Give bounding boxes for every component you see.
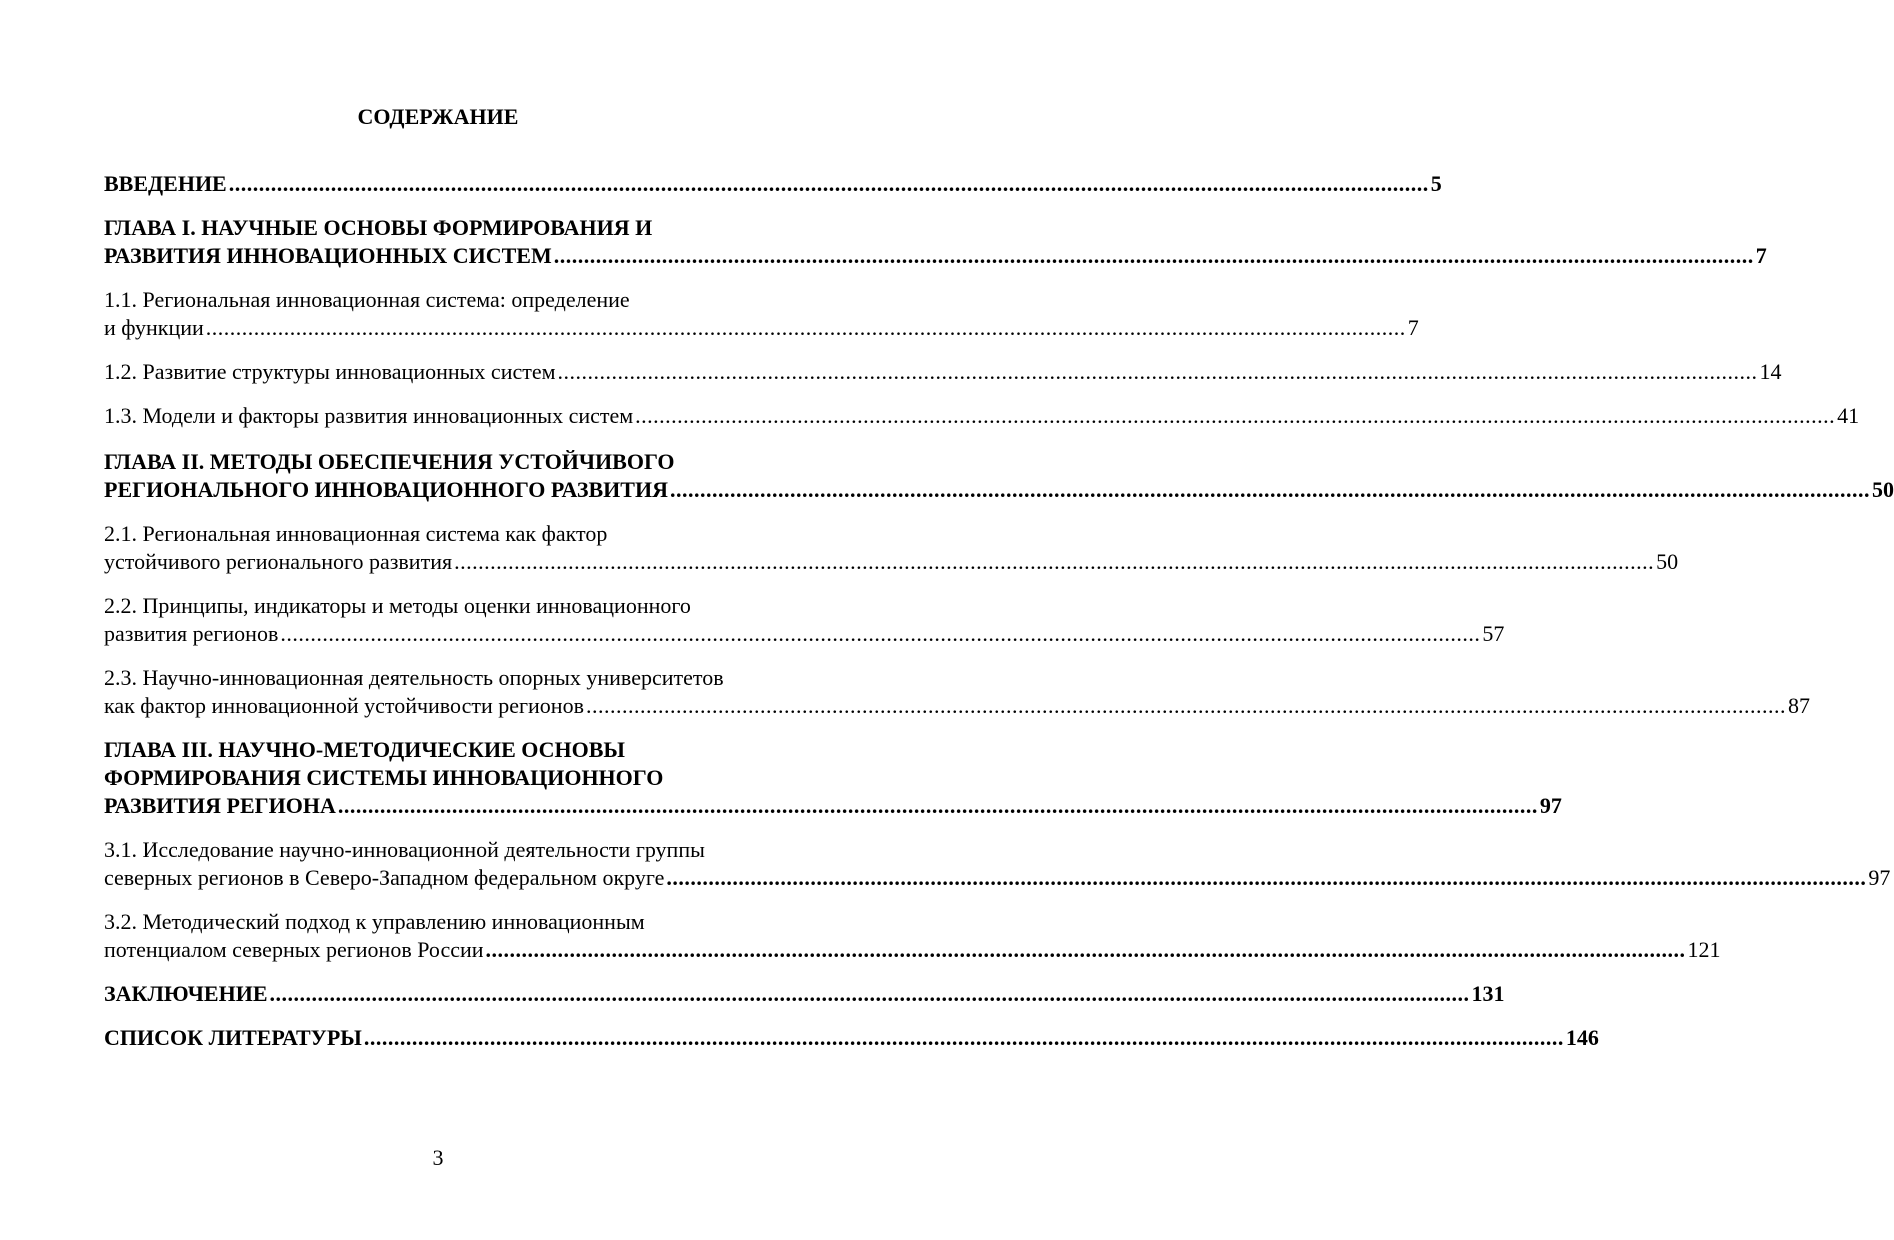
toc-page-ref: 50 bbox=[1871, 477, 1894, 502]
toc-page-ref: 146 bbox=[1565, 1025, 1599, 1050]
toc-page-ref: 87 bbox=[1787, 693, 1810, 718]
toc-entry-last-line bbox=[104, 170, 1442, 198]
toc-entry-last-line bbox=[104, 980, 1505, 1008]
toc-page-ref: 57 bbox=[1482, 621, 1505, 646]
toc-entry-last-line bbox=[104, 548, 1679, 576]
toc-entry-text: 1.2. Развитие структуры инновационных систем bbox=[104, 359, 556, 384]
toc-entry-text: РЕГИОНАЛЬНОГО ИННОВАЦИОННОГО РАЗВИТИЯ bbox=[104, 477, 668, 502]
toc-entry-chapter-3 bbox=[104, 736, 1562, 820]
dot-leader: ........................................................................................................................................................................................................ bbox=[635, 403, 1836, 428]
toc-entry-line: 2.3. Научно-инновационная деятельность опорных университетов bbox=[104, 665, 724, 690]
toc-page-ref: 7 bbox=[1755, 243, 1767, 268]
toc-page-ref: 97 bbox=[1539, 793, 1562, 818]
toc-entry-last-line bbox=[104, 620, 1505, 648]
toc-entry-last-line bbox=[104, 1024, 1599, 1052]
dot-leader: ........................................................................................................................................................................................................ bbox=[454, 549, 1655, 574]
toc-entry-line: 2.1. Региональная инновационная система как фактор bbox=[104, 521, 608, 546]
toc-entry-text: ЗАКЛЮЧЕНИЕ bbox=[104, 981, 268, 1006]
toc-entry-introduction bbox=[104, 170, 1442, 198]
toc-entry-line: 1.1. Региональная инновационная система: определение bbox=[104, 287, 630, 312]
dot-leader: ........................................................................................................................................................................................................ bbox=[585, 693, 1786, 718]
dot-leader: ........................................................................................................................................................................................................ bbox=[485, 937, 1686, 962]
page-number: 3 bbox=[432, 1145, 444, 1170]
toc-entry-text: РАЗВИТИЯ РЕГИОНА bbox=[104, 793, 336, 818]
toc-entry-text: 1.3. Модели и факторы развития инновационных систем bbox=[104, 403, 634, 428]
toc-entry-text: северных регионов в Северо-Западном федеральном округе bbox=[104, 865, 665, 890]
toc-entry-line: ГЛАВА II. МЕТОДЫ ОБЕСПЕЧЕНИЯ УСТОЙЧИВОГО bbox=[104, 449, 675, 474]
toc-entry-chapter-2 bbox=[104, 448, 1894, 504]
toc-entry-last-line bbox=[104, 936, 1721, 964]
toc-page-ref: 7 bbox=[1407, 315, 1419, 340]
toc-entry-text: потенциалом северных регионов России bbox=[104, 937, 484, 962]
toc-page-ref: 131 bbox=[1471, 981, 1505, 1006]
toc-entry-last-line bbox=[104, 402, 1860, 430]
toc-entry-last-line bbox=[104, 358, 1782, 386]
toc-entry-section-1-2 bbox=[104, 358, 1782, 386]
dot-leader: ........................................................................................................................................................................................................ bbox=[666, 865, 1867, 890]
dot-leader: ........................................................................................................................................................................................................ bbox=[269, 981, 1470, 1006]
toc-entry-section-1-1 bbox=[104, 286, 1419, 342]
toc-entry-text: развития регионов bbox=[104, 621, 279, 646]
dot-leader: ........................................................................................................................................................................................................ bbox=[557, 359, 1758, 384]
toc-entry-line: ГЛАВА III. НАУЧНО-МЕТОДИЧЕСКИЕ ОСНОВЫ bbox=[104, 737, 626, 762]
toc-entry-last-line bbox=[104, 864, 1891, 892]
dot-leader: ........................................................................................................................................................................................................ bbox=[205, 315, 1406, 340]
toc-page-ref: 5 bbox=[1430, 171, 1442, 196]
toc-entry-chapter-1 bbox=[104, 214, 1767, 270]
toc-entry-line: ГЛАВА I. НАУЧНЫЕ ОСНОВЫ ФОРМИРОВАНИЯ И bbox=[104, 215, 653, 240]
toc-entry-last-line bbox=[104, 692, 1810, 720]
toc-entry-conclusion bbox=[104, 980, 1505, 1008]
toc-entry-text: ВВЕДЕНИЕ bbox=[104, 171, 227, 196]
dot-leader: ........................................................................................................................................................................................................ bbox=[363, 1025, 1564, 1050]
dot-leader: ........................................................................................................................................................................................................ bbox=[553, 243, 1754, 268]
toc-entry-last-line bbox=[104, 314, 1419, 342]
toc-entry-line: 3.2. Методический подход к управлению инновационным bbox=[104, 909, 645, 934]
dot-leader: ........................................................................................................................................................................................................ bbox=[280, 621, 1481, 646]
dot-leader: ........................................................................................................................................................................................................ bbox=[228, 171, 1429, 196]
toc-entry-text: устойчивого регионального развития bbox=[104, 549, 453, 574]
page-title: СОДЕРЖАНИЕ bbox=[357, 104, 519, 129]
toc-entry-text: и функции bbox=[104, 315, 204, 340]
dot-leader: ........................................................................................................................................................................................................ bbox=[669, 477, 1870, 502]
toc-page-ref: 14 bbox=[1759, 359, 1782, 384]
toc-page-ref: 97 bbox=[1868, 865, 1891, 890]
toc-entry-section-1-3 bbox=[104, 402, 1860, 430]
toc-entry-section-3-2 bbox=[104, 908, 1721, 964]
toc-entry-section-2-3 bbox=[104, 664, 1810, 720]
toc-entry-last-line bbox=[104, 476, 1894, 504]
toc-entry-bibliography bbox=[104, 1024, 1599, 1052]
toc-entry-section-2-2 bbox=[104, 592, 1505, 648]
toc-entry-text: РАЗВИТИЯ ИННОВАЦИОННЫХ СИСТЕМ bbox=[104, 243, 552, 268]
toc-entry-last-line bbox=[104, 242, 1767, 270]
toc-entry-line: 3.1. Исследование научно-инновационной деятельности группы bbox=[104, 837, 705, 862]
toc-page-ref: 121 bbox=[1687, 937, 1721, 962]
toc-entry-line: ФОРМИРОВАНИЯ СИСТЕМЫ ИННОВАЦИОННОГО bbox=[104, 765, 664, 790]
toc-page-ref: 50 bbox=[1656, 549, 1679, 574]
toc-entry-last-line bbox=[104, 792, 1562, 820]
toc-entry-section-3-1 bbox=[104, 836, 1891, 892]
dot-leader: ........................................................................................................................................................................................................ bbox=[337, 793, 1538, 818]
toc-entry-section-2-1 bbox=[104, 520, 1679, 576]
toc-entry-text: СПИСОК ЛИТЕРАТУРЫ bbox=[104, 1025, 362, 1050]
toc-entry-text: как фактор инновационной устойчивости регионов bbox=[104, 693, 584, 718]
toc-page-ref: 41 bbox=[1837, 403, 1860, 428]
toc-entry-line: 2.2. Принципы, индикаторы и методы оценки инновационного bbox=[104, 593, 691, 618]
